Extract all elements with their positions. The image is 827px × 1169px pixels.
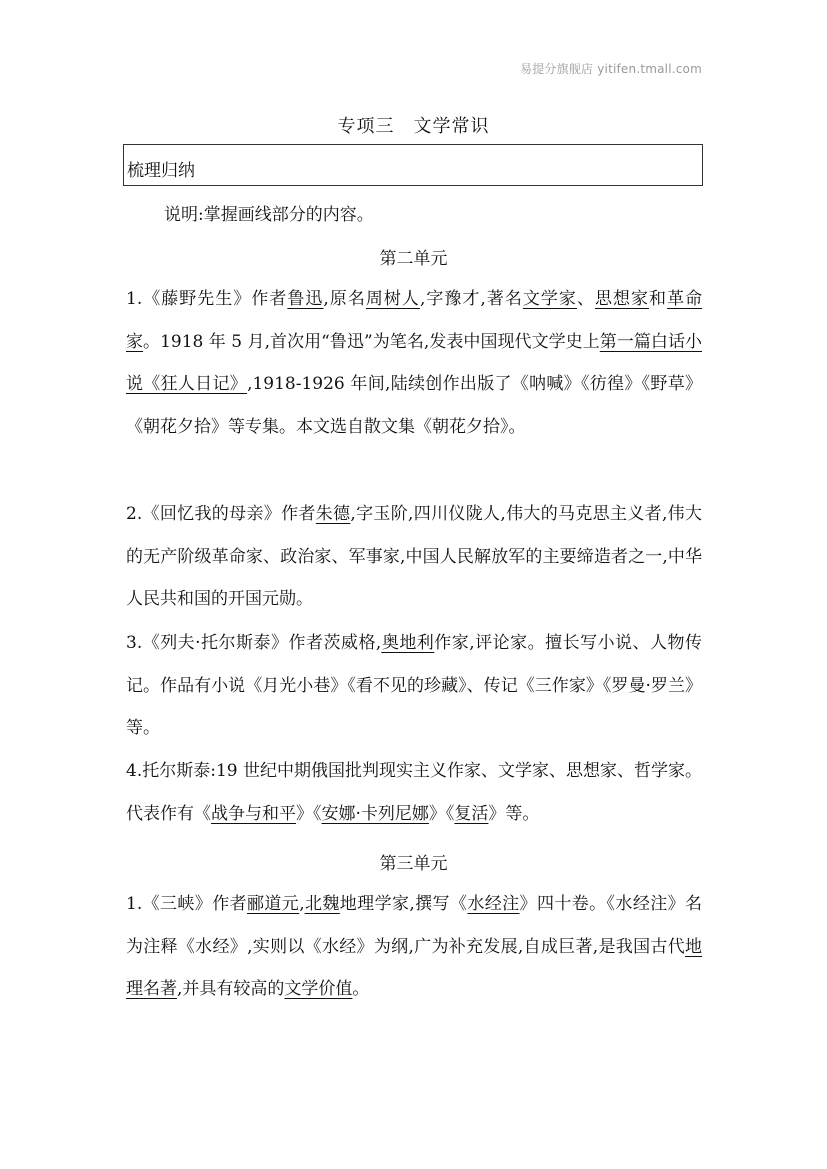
list-item <box>126 493 702 621</box>
text-segment: 1.《三峡》作者 <box>126 894 247 914</box>
text-segment: 。 <box>352 979 370 999</box>
underlined-text: 安娜·卡列尼娜 <box>321 803 429 824</box>
text-segment: 》《 <box>296 803 322 824</box>
underlined-text: 鲁迅 <box>287 289 324 309</box>
unit-heading: 第三单元 <box>379 854 448 874</box>
text-segment: 地理学家,撰写《 <box>339 894 468 914</box>
list-item <box>126 622 702 750</box>
text-segment: 、 <box>576 289 595 309</box>
underlined-text: 思想家 <box>594 289 650 309</box>
page-title: 专项三 文学常识 <box>337 116 490 137</box>
underlined-text: 革命家 <box>126 289 703 352</box>
section-box <box>123 144 703 186</box>
list-item <box>126 883 702 1011</box>
watermark: 易提分旗舰店 yitifen.tmall.com <box>520 62 702 76</box>
text-segment: ,字玉阶,四川仪陇人,伟大的马克思主义者,伟大的无产阶级革命家、政治家、军事家,中国人民解放军的主要缔造者之一,中华人民共和国的开国元勋。 <box>126 504 702 609</box>
underlined-text: 第一篇白话小说《狂人日记》 <box>126 331 703 394</box>
unit-heading: 第二单元 <box>379 249 448 269</box>
text-segment: 。1918 年 5 月,首次用“鲁迅”为笔名,发表中国现代文学史上 <box>143 331 600 352</box>
underlined-text: 水经注 <box>467 894 520 914</box>
text-segment: 4.托尔斯泰:19 世纪中期俄国批判现实主义作家、文学家、思想家、哲学家。代表作有《 <box>126 761 702 824</box>
underlined-text: 文学价值 <box>284 979 353 999</box>
list-item <box>126 278 702 448</box>
text-segment: 和 <box>649 289 668 309</box>
underlined-text: 北魏 <box>304 894 340 914</box>
text-segment: ,1918-1926 年间,陆续创作出版了《呐喊》《彷徨》《野草》《朝花夕拾》等专集。本文选自散文集《朝花夕拾》。 <box>126 374 703 437</box>
text-segment: ,并具有较高的 <box>177 979 285 999</box>
note: 说明:掌握画线部分的内容。 <box>164 205 374 225</box>
underlined-text: 战争与和平 <box>211 803 296 824</box>
section-box-label: 梳理归纳 <box>127 161 195 181</box>
text-segment: 2.《回忆我的母亲》作者 <box>126 504 316 524</box>
text-segment: 作家,评论家。擅长写小说、人物传记。作品有小说《月光小巷》《看不见的珍藏》、传记《三作家》《罗曼·罗兰》等。 <box>126 633 703 738</box>
text-segment: ,原名 <box>323 289 366 309</box>
underlined-text: 朱德 <box>315 504 351 524</box>
underlined-text: 地理名著 <box>126 936 702 999</box>
underlined-text: 文学家 <box>522 289 577 309</box>
text-segment: 1.《藤野先生》作者 <box>126 289 288 309</box>
underlined-text: 奥地利 <box>381 633 435 653</box>
list-item <box>126 750 702 835</box>
underlined-text: 复活 <box>454 803 489 824</box>
text-segment: 》四十卷。《水经注》名为注释《水经》,实则以《水经》为纲,广为补充发展,自成巨著,是我国古代 <box>126 894 703 957</box>
text-segment: , <box>299 894 305 914</box>
text-segment: 》等。 <box>488 803 540 824</box>
text-segment: 》《 <box>428 803 455 824</box>
text-segment: ,字豫才,著名 <box>419 289 523 309</box>
underlined-text: 郦道元 <box>247 894 300 914</box>
text-segment: 3.《列夫·托尔斯泰》作者茨威格, <box>126 633 382 653</box>
underlined-text: 周树人 <box>365 289 420 309</box>
